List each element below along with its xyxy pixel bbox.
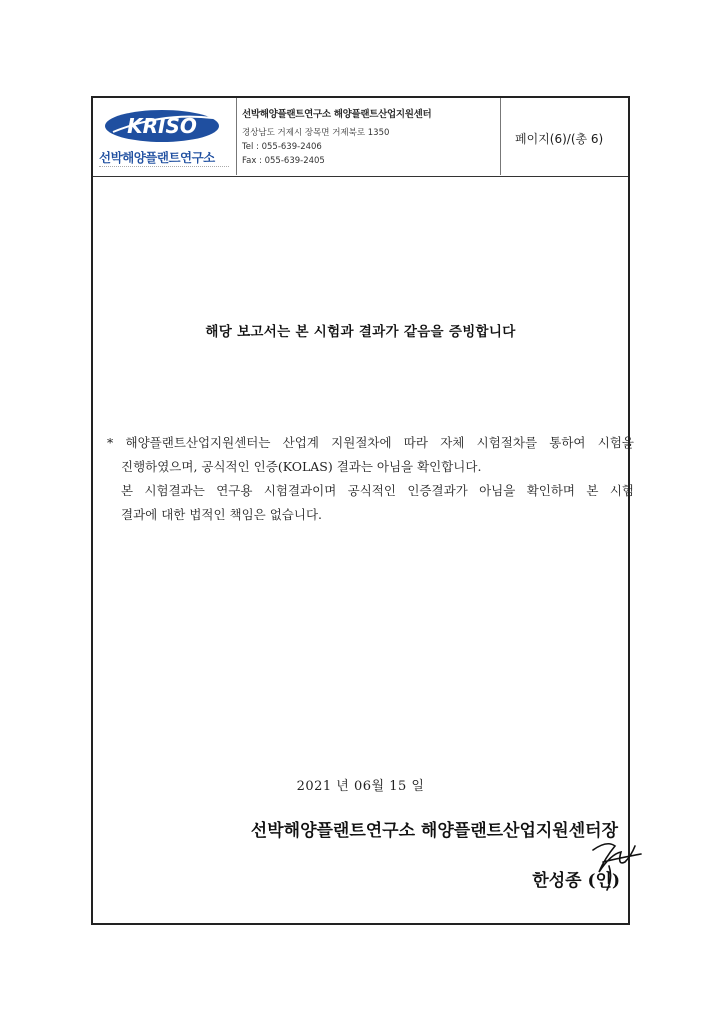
handwritten-signature <box>585 832 645 892</box>
notice-line: * 해양플랜트산업지원센터는 산업계 지원절차에 따라 자체 시험절차를 통하여 시험을 <box>107 435 634 450</box>
org-tel: Tel : 055-639-2406 <box>242 142 322 152</box>
issue-date: 2021 년 06월 15 일 <box>296 779 425 794</box>
logo-text: KRISO <box>127 114 197 138</box>
org-fax: Fax : 055-639-2405 <box>242 156 325 166</box>
certification-statement: 해당 보고서는 본 시험과 결과가 같음을 증빙합니다 <box>205 324 516 340</box>
notice-line: 결과에 대한 법적인 책임은 없습니다. <box>121 507 322 522</box>
org-address: 경상남도 거제시 장목면 거제북로 1350 <box>242 128 390 138</box>
notice-block <box>107 431 634 527</box>
logo-divider <box>99 166 229 168</box>
page-indicator-box <box>500 98 628 175</box>
document-frame <box>91 96 634 925</box>
signer-organization: 선박해양플랜트연구소 해양플랜트산업지원센터장 <box>250 821 618 841</box>
org-info <box>236 98 501 175</box>
document-header <box>93 98 628 177</box>
page-indicator: 페이지(6)/(총 6) <box>515 132 604 146</box>
signer-name: 한성종 (인) <box>532 871 620 891</box>
notice-line: 진행하였으며, 공식적인 인증(KOLAS) 결과는 아님을 확인합니다. <box>121 459 482 474</box>
org-name: 선박해양플랜트연구소 해양플랜트산업지원센터 <box>242 109 432 120</box>
notice-line: 본 시험결과는 연구용 시험결과이며 공식적인 인증결과가 아님을 확인하며 본 시험 <box>121 483 634 498</box>
logo-subtitle: 선박해양플랜트연구소 <box>99 150 215 165</box>
kriso-logo <box>103 108 221 144</box>
logo-area <box>93 98 237 175</box>
